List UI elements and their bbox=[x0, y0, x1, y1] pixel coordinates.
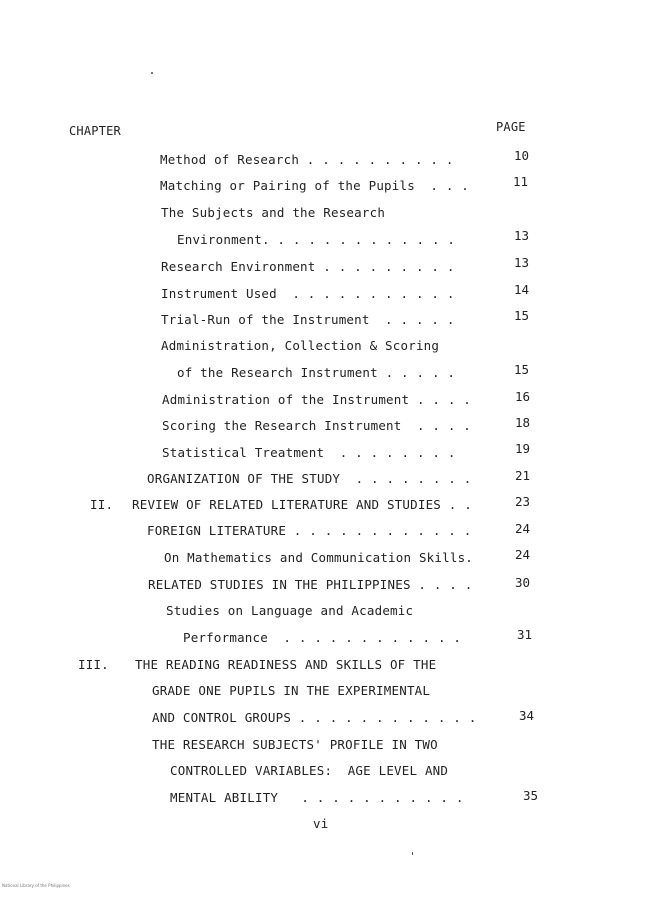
toc-entry-title: THE READING READINESS AND SKILLS OF THE bbox=[135, 657, 437, 672]
page-label: PAGE bbox=[496, 120, 526, 134]
toc-entry-title: of the Research Instrument . . . . . bbox=[177, 365, 456, 380]
toc-entry-title: Studies on Language and Academic bbox=[166, 603, 414, 618]
toc-entry-page: 13 bbox=[513, 255, 529, 270]
toc-entry-title: Method of Research . . . . . . . . . . bbox=[160, 152, 454, 167]
toc-entry-page: 14 bbox=[513, 282, 529, 297]
page-number: vi bbox=[313, 816, 329, 831]
toc-entry-title: GRADE ONE PUPILS IN THE EXPERIMENTAL bbox=[152, 683, 431, 698]
toc-entry-title: Administration of the Instrument . . . . bbox=[162, 392, 472, 407]
toc-entry-title: Administration, Collection & Scoring bbox=[161, 338, 440, 353]
toc-entry-page: 16 bbox=[514, 389, 530, 404]
toc-entry-page: 31 bbox=[516, 627, 532, 642]
toc-chapter-number: II. bbox=[90, 497, 114, 512]
toc-entry-title: AND CONTROL GROUPS . . . . . . . . . . . . bbox=[152, 710, 477, 725]
toc-entry-title: On Mathematics and Communication Skills. bbox=[164, 550, 474, 565]
toc-entry-page: 15 bbox=[513, 308, 529, 323]
toc-entry-title: FOREIGN LITERATURE . . . . . . . . . . . . bbox=[147, 523, 472, 538]
toc-entry-title: REVIEW OF RELATED LITERATURE AND STUDIES . . bbox=[132, 497, 472, 512]
toc-entry-title: CONTROLLED VARIABLES: AGE LEVEL AND bbox=[170, 763, 449, 778]
toc-entry-page: 10 bbox=[513, 148, 529, 163]
stray-mark bbox=[151, 72, 153, 74]
toc-entry-page: 11 bbox=[512, 174, 528, 189]
toc-entry-title: ORGANIZATION OF THE STUDY . . . . . . . . bbox=[147, 471, 472, 486]
toc-entry-title: Trial-Run of the Instrument . . . . . bbox=[161, 312, 455, 327]
toc-entry-title: Research Environment . . . . . . . . . bbox=[161, 259, 455, 274]
toc-entry-page: 19 bbox=[514, 441, 530, 456]
toc-entry-page: 24 bbox=[514, 521, 530, 536]
toc-chapter-number: III. bbox=[78, 657, 109, 672]
toc-entry-page: 35 bbox=[522, 788, 538, 803]
footer-text: National Library of the Philippines bbox=[2, 883, 70, 888]
toc-entry-page: 21 bbox=[514, 468, 530, 483]
toc-entry-title: Instrument Used . . . . . . . . . . . bbox=[161, 286, 455, 301]
toc-entry-page: 23 bbox=[514, 494, 530, 509]
toc-entry-title: Environment. . . . . . . . . . . . . bbox=[177, 232, 456, 247]
toc-entry-page: 15 bbox=[513, 362, 529, 377]
toc-entry-title: Scoring the Research Instrument . . . . bbox=[162, 418, 472, 433]
toc-entry-title: THE RESEARCH SUBJECTS' PROFILE IN TWO bbox=[152, 737, 438, 752]
toc-entry-title: Matching or Pairing of the Pupils . . . bbox=[160, 178, 470, 193]
toc-entry-title: Statistical Treatment . . . . . . . . bbox=[162, 445, 456, 460]
toc-entry-title: MENTAL ABILITY . . . . . . . . . . . bbox=[170, 790, 464, 805]
toc-entry-title: RELATED STUDIES IN THE PHILIPPINES . . . . bbox=[148, 577, 473, 592]
toc-entry-page: 24 bbox=[514, 547, 530, 562]
toc-entry-title: Performance . . . . . . . . . . . . bbox=[183, 630, 462, 645]
toc-entry-page: 18 bbox=[514, 415, 530, 430]
chapter-label: CHAPTER bbox=[69, 124, 121, 138]
toc-entry-title: The Subjects and the Research bbox=[161, 205, 386, 220]
toc-entry-page: 34 bbox=[518, 708, 534, 723]
toc-entry-page: 30 bbox=[514, 575, 530, 590]
stray-mark bbox=[412, 852, 413, 855]
toc-entry-page: 13 bbox=[513, 228, 529, 243]
